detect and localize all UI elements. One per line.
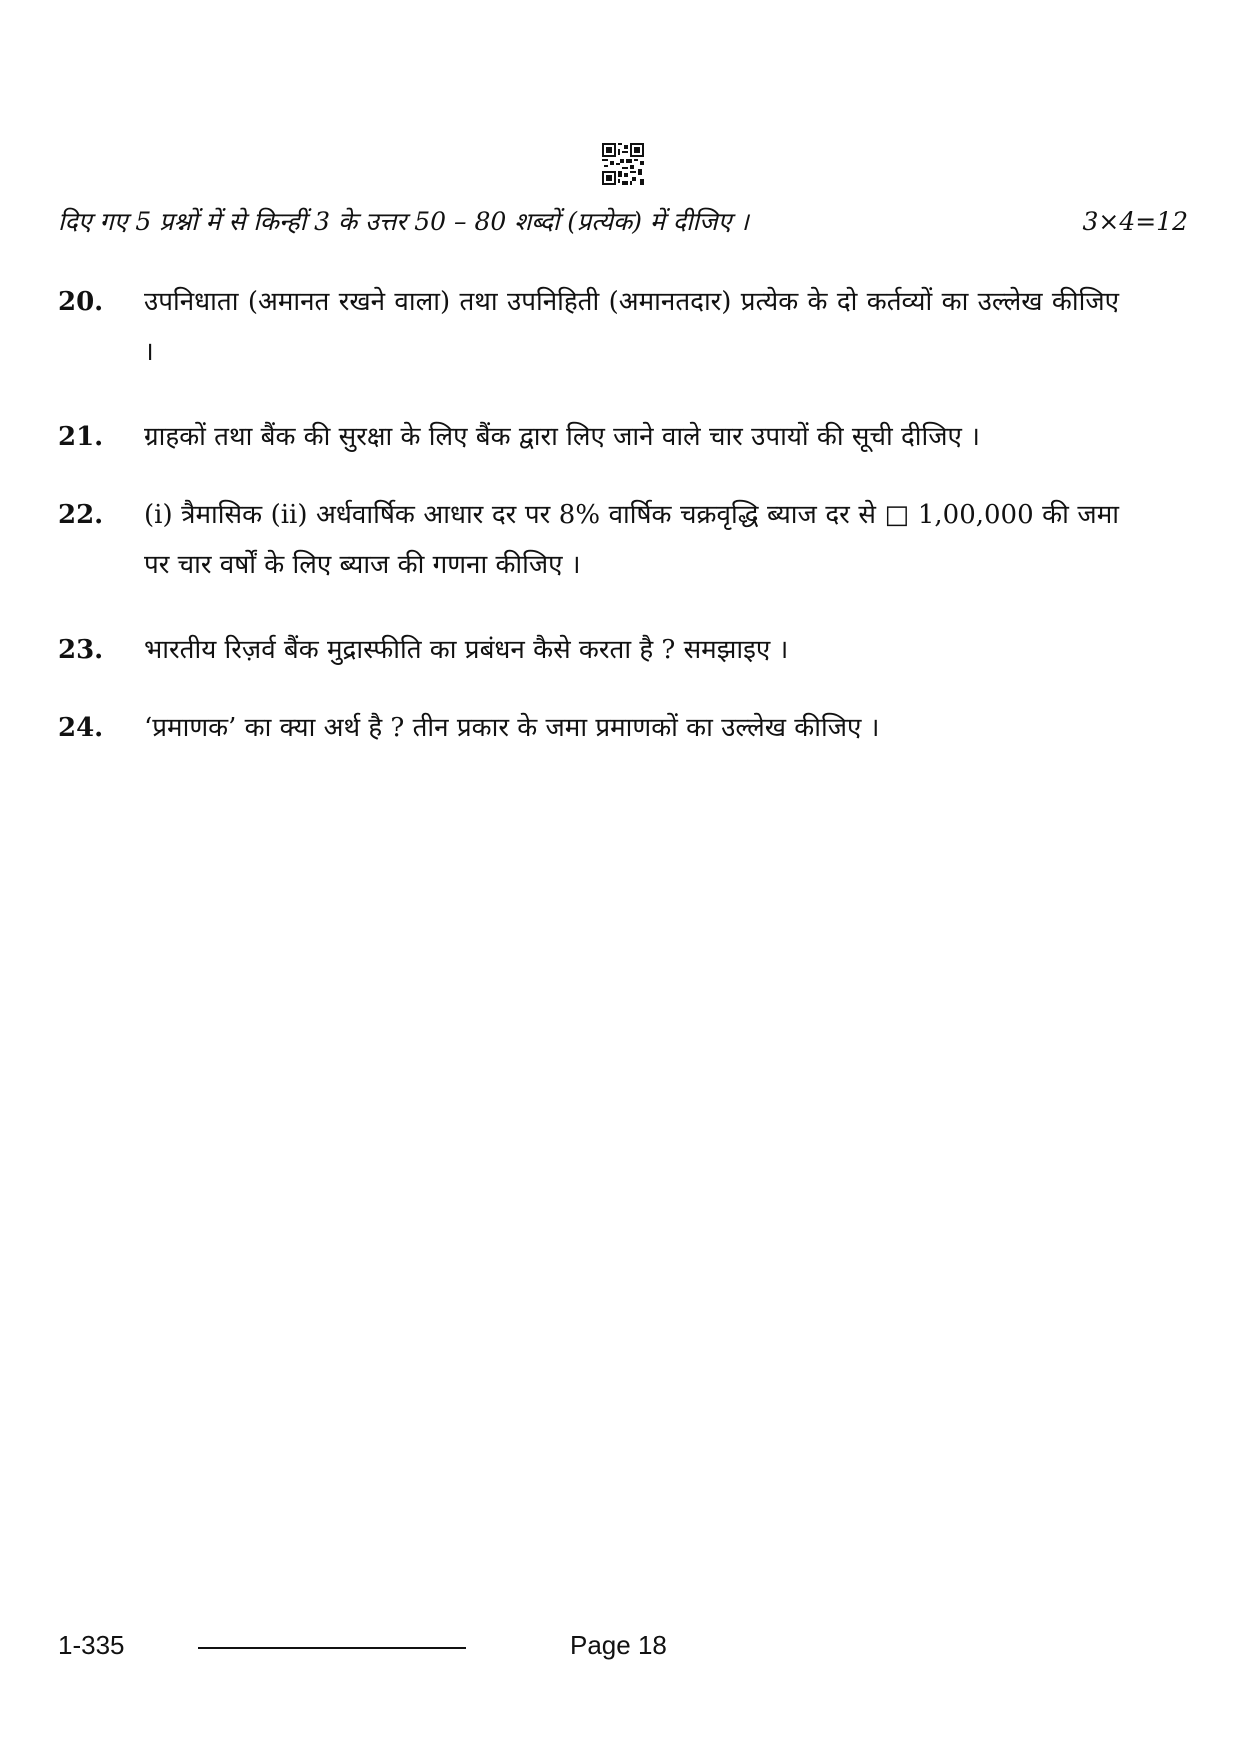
question-text: उपनिधाता (अमानत रखने वाला) तथा उपनिहिती (अमानतदार) प्रत्येक के दो कर्तव्यों का उल्लेख कीजिए । [144,287,1119,367]
question-text: भारतीय रिज़र्व बैंक मुद्रास्फीति का प्रबंधन कैसे करता है ? समझाइए । [144,635,789,665]
question-text: ग्राहकों तथा बैंक की सुरक्षा के लिए बैंक द्वारा लिए जाने वाले चार उपायों की सूची दीजिए । [144,422,981,452]
page-number: Page 18 [570,1630,667,1660]
question-number: 22. [58,500,104,530]
question-text: (i) त्रैमासिक (ii) अर्धवार्षिक आधार दर पर 8% वार्षिक चक्रवृद्धि ब्याज दर से □ 1,00,000 की जमा पर चार वर्षों के लिए ब्याज की गणना कीजिए । [144,500,1119,580]
section-marks: 3×4=12 [1082,207,1188,236]
question-number: 24. [58,713,104,743]
instruction-text: दिए गए 5 प्रश्नों में से किन्हीं 3 के उत्तर 50 – 80 शब्दों (प्रत्येक) में दीजिए । [58,207,749,236]
section-instruction [58,202,1188,242]
paper-code: 1-335 [58,1630,125,1660]
page-footer [0,1625,1241,1665]
question-number: 20. [58,287,104,317]
footer-rule [198,1647,466,1649]
question-text: ‘प्रमाणक’ का क्या अर्थ है ? तीन प्रकार के जमा प्रमाणकों का उल्लेख कीजिए । [144,713,880,743]
qr-code-icon [602,143,644,185]
question-number: 21. [58,422,104,452]
question-number: 23. [58,635,104,665]
